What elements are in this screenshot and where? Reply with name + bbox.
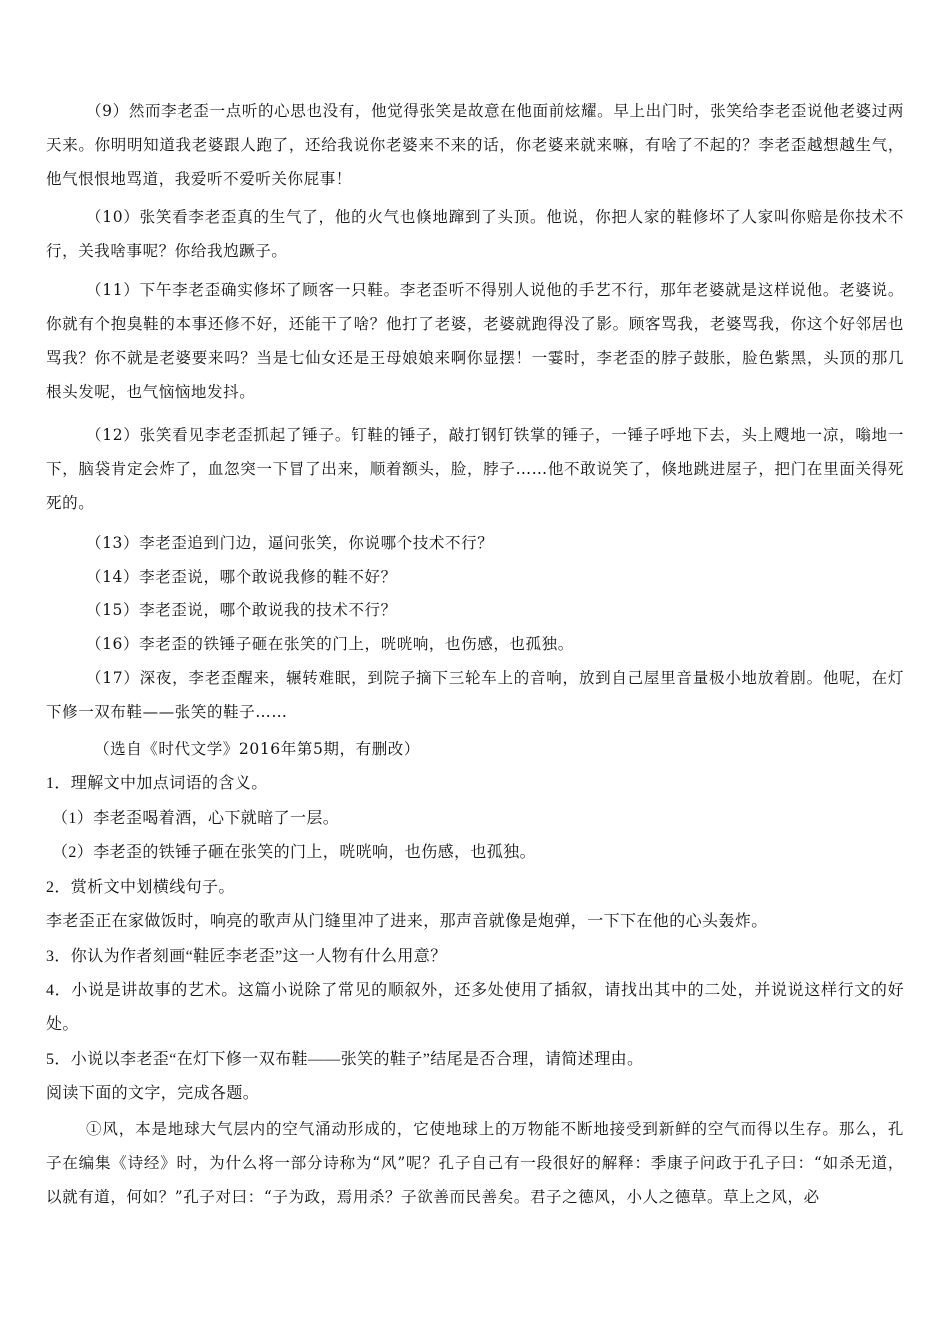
story-paragraph-12: （12）张笑看见李老歪抓起了锤子。钉鞋的锤子，敲打钢钉铁掌的锤子，一锤子呼地下去，头上飕地一凉，嗡地一下，脑袋肯定会炸了，血忽突一下冒了出来，顺着额头，脸，脖子……他不敢说笑了，倏地跳进屋子，把门在里面关得死死的。 (46, 426, 904, 512)
reading-paragraph-1: ①风，本是地球大气层内的空气涌动形成的，它使地球上的万物能不断地接受到新鲜的空气而得以生存。那么，孔子在编集《诗经》时，为什么将一部分诗称为“风”呢？孔子自己有一段很好的解释：季康子问政于孔子曰：“如杀无道，以就有道，何如？”孔子对曰：“子为政，焉用杀？子欲善而民善矣。君子之德风，小人之德草。草上之风，必 (46, 1120, 904, 1206)
question-5: 5．小说以李老歪“在灯下修一双布鞋——张笑的鞋子”结尾是否合理，请简述理由。 (46, 1051, 644, 1068)
story-paragraph-10: （10）张笑看李老歪真的生气了，他的火气也倏地蹿到了头顶。他说，你把人家的鞋修坏了人家叫你赔是你技术不行，关我啥事呢？你给我尥蹶子。 (46, 208, 904, 260)
question-1-item-2: （2）李老歪的铁锤子砸在张笑的门上，咣咣响，也伤感，也孤独。 (52, 844, 537, 861)
question-3: 3．你认为作者刻画“鞋匠李老歪”这一人物有什么用意？ (46, 948, 447, 965)
question-2: 2．赏析文中划横线句子。 (46, 879, 235, 896)
question-2-sentence: 李老歪正在家做饭时，响亮的歌声从门缝里冲了进来，那声音就像是炮弹，一下下在他的心头轰炸。 (46, 913, 768, 930)
question-1-item-1: （1）李老歪喝着酒，心下就暗了一层。 (52, 810, 340, 827)
question-4: 4．小说是讲故事的艺术。这篇小说除了常见的顺叙外，还多处使用了插叙，请找出其中的二处，并说说这样行文的好处。 (46, 982, 904, 1033)
question-1: 1．理解文中加点词语的含义。 (46, 775, 268, 792)
story-paragraph-17: （17）深夜，李老歪醒来，辗转难眠，到院子摘下三轮车上的音响，放到自己屋里音量极小地放着剧。他呢，在灯下修一双布鞋——张笑的鞋子…… (46, 669, 904, 721)
story-paragraph-15: （15）李老歪说，哪个敢说我的技术不行？ (86, 601, 397, 619)
story-paragraph-14: （14）李老歪说，哪个敢说我修的鞋不好？ (86, 568, 397, 586)
story-paragraph-16: （16）李老歪的铁锤子砸在张笑的门上，咣咣响，也伤感，也孤独。 (86, 635, 574, 653)
story-paragraph-11: （11）下午李老歪确实修坏了顾客一只鞋。李老歪听不得别人说他的手艺不行，那年老婆就是这样说他。老婆说。你就有个抱臭鞋的本事还修不好，还能干了啥？他打了老婆，老婆就跑得没了影。顾客骂我，老婆骂我，你这个好邻居也骂我？你不就是老婆要来吗？当是七仙女还是王母娘娘来啊你显摆！一霎时，李老歪的脖子鼓胀，脸色紫黑，头顶的那几根头发呢，也气恼恼地发抖。 (46, 281, 904, 401)
reading-intro: 阅读下面的文字，完成各题。 (46, 1085, 260, 1102)
story-paragraph-9: （9）然而李老歪一点听的心思也没有，他觉得张笑是故意在他面前炫耀。早上出门时，张笑给李老歪说他老婆过两天来。你明明知道我老婆跟人跑了，还给我说你老婆来不来的话，你老婆来就来嘛，有啥了不起的？李老歪越想越生气，他气恨恨地骂道，我爱听不爱听关你屁事！ (46, 102, 904, 188)
source-note: （选自《时代文学》2016年第5期，有删改） (94, 740, 421, 758)
story-paragraph-13: （13）李老歪追到门边，逼问张笑，你说哪个技术不行？ (86, 534, 494, 552)
